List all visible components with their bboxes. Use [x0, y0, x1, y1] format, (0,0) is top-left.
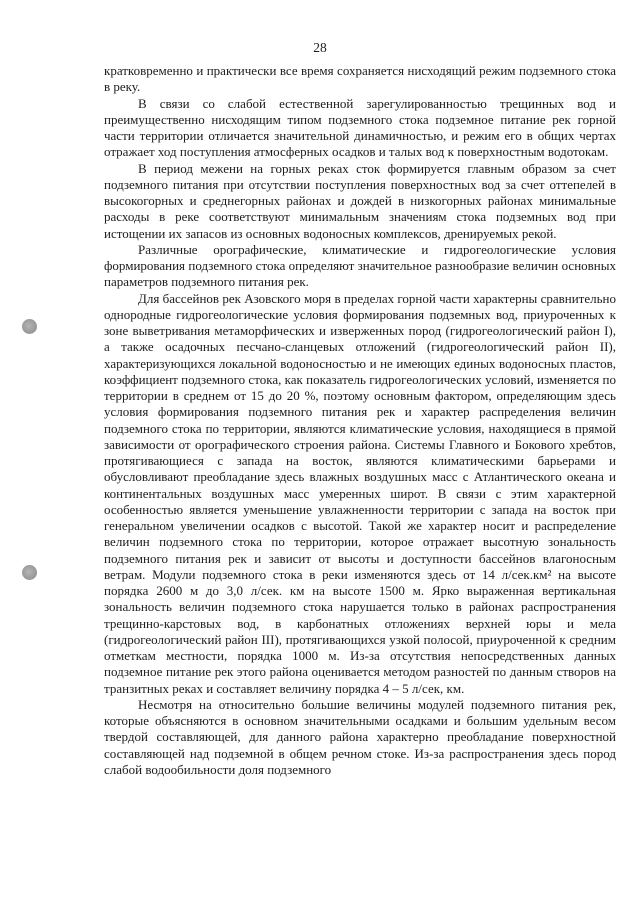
paragraph-4: Различные орографические, климатические и гидрогеологические условия формирования подземного стока определяют значительное разнообразие величин основных параметров подземного питания рек.: [104, 241, 616, 290]
punch-hole-upper: [22, 319, 37, 334]
paragraph-2: В связи со слабой естественной зарегулированностью трещинных вод и преимущественно нисходящим типом подземного стока подземное питание рек горной части территории отличается значительной динамичностью, и режим его в общих чертах отражает ход поступления атмосферных осадков и талых вод к поверхностным водотокам.: [104, 95, 616, 160]
page-number: 28: [313, 40, 327, 55]
punch-hole-lower: [22, 565, 37, 580]
paragraph-3: В период межени на горных реках сток формируется главным образом за счет подземного питания при отсутствии поступления поверхностных вод за счет оттепелей в высокогорных и среднегорных районах и дождей в низкогорных районах минимальные расходы в реке соответствуют минимальным значениям стока подземных вод при истощении их запасов из основных водоносных комплексов, дренируемых рекой.: [104, 160, 616, 241]
paragraph-5: Для бассейнов рек Азовского моря в пределах горной части характерны сравнительно однородные гидрогеологические условия формирования подземных вод, приуроченных к зоне выветривания метаморфических и изверженных пород (гидрогеологический район I), а также осадочных песчано-сланцевых отложений (гидрогеологический район II), характеризующихся локальной водоносностью и не имеющих единых водоносных пластов, коэффициент подземного стока, как показатель гидрогеологических условий, изменяется по территории в среднем от 15 до 20 %, поэтому основным фактором, определяющим здесь условия формирования подземного питания рек и характер распределения величин подземного стока по территории, являются климатические условия, находящиеся в прямой зависимости от орографического строения района. Системы Главного и Бокового хребтов, протягивающиеся с запада на восток, являются климатическими барьерами и обусловливают преобладание здесь влажных воздушных масс с Атлантического океана и континентальных воздушных масс умеренных широт. В связи с этим характерной особенностью является уменьшение увлажненности территории с запада на восток при генеральном увеличении осадков с высотой. Такой же характер носит и распределение величин подземного стока по территории, которое отражает высотную зональность подземного питания рек и зависит от высоты и доступности бассейнов влагоносным ветрам. Модули подземного стока в реки изменяются здесь от 14 л/сек.км² на высоте порядка 2600 м до 3,0 л/сек. км на высоте 1500 м. Ярко выраженная вертикальная зональность величин подземного стока нарушается только в районах распространения трещинно-карстовых вод, в карбонатных отложениях верхней юры и мела (гидрогеологический район III), протягивающихся узкой полосой, приуроченной к средним отметкам местности, порядка 1000 м. Из-за отсутствия непосредственных данных подземное питание рек этого района оценивается методом разностей по данным створов на транзитных реках и составляет величину порядка 4 – 5 л/сек, км.: [104, 290, 616, 696]
document-body: [104, 63, 616, 778]
paragraph-6: Несмотря на относительно большие величины модулей подземного питания рек, которые объясняются в основном значительными осадками и большим удельным весом твердой составляющей, для данного района характерно преобладание поверхностной составляющей над подземной в общем речном стоке. Из-за распространения здесь пород слабой водообильности доля подземного: [104, 696, 616, 777]
paragraph-1: кратковременно и практически все время сохраняется нисходящий режим подземного стока в реку.: [104, 63, 616, 95]
